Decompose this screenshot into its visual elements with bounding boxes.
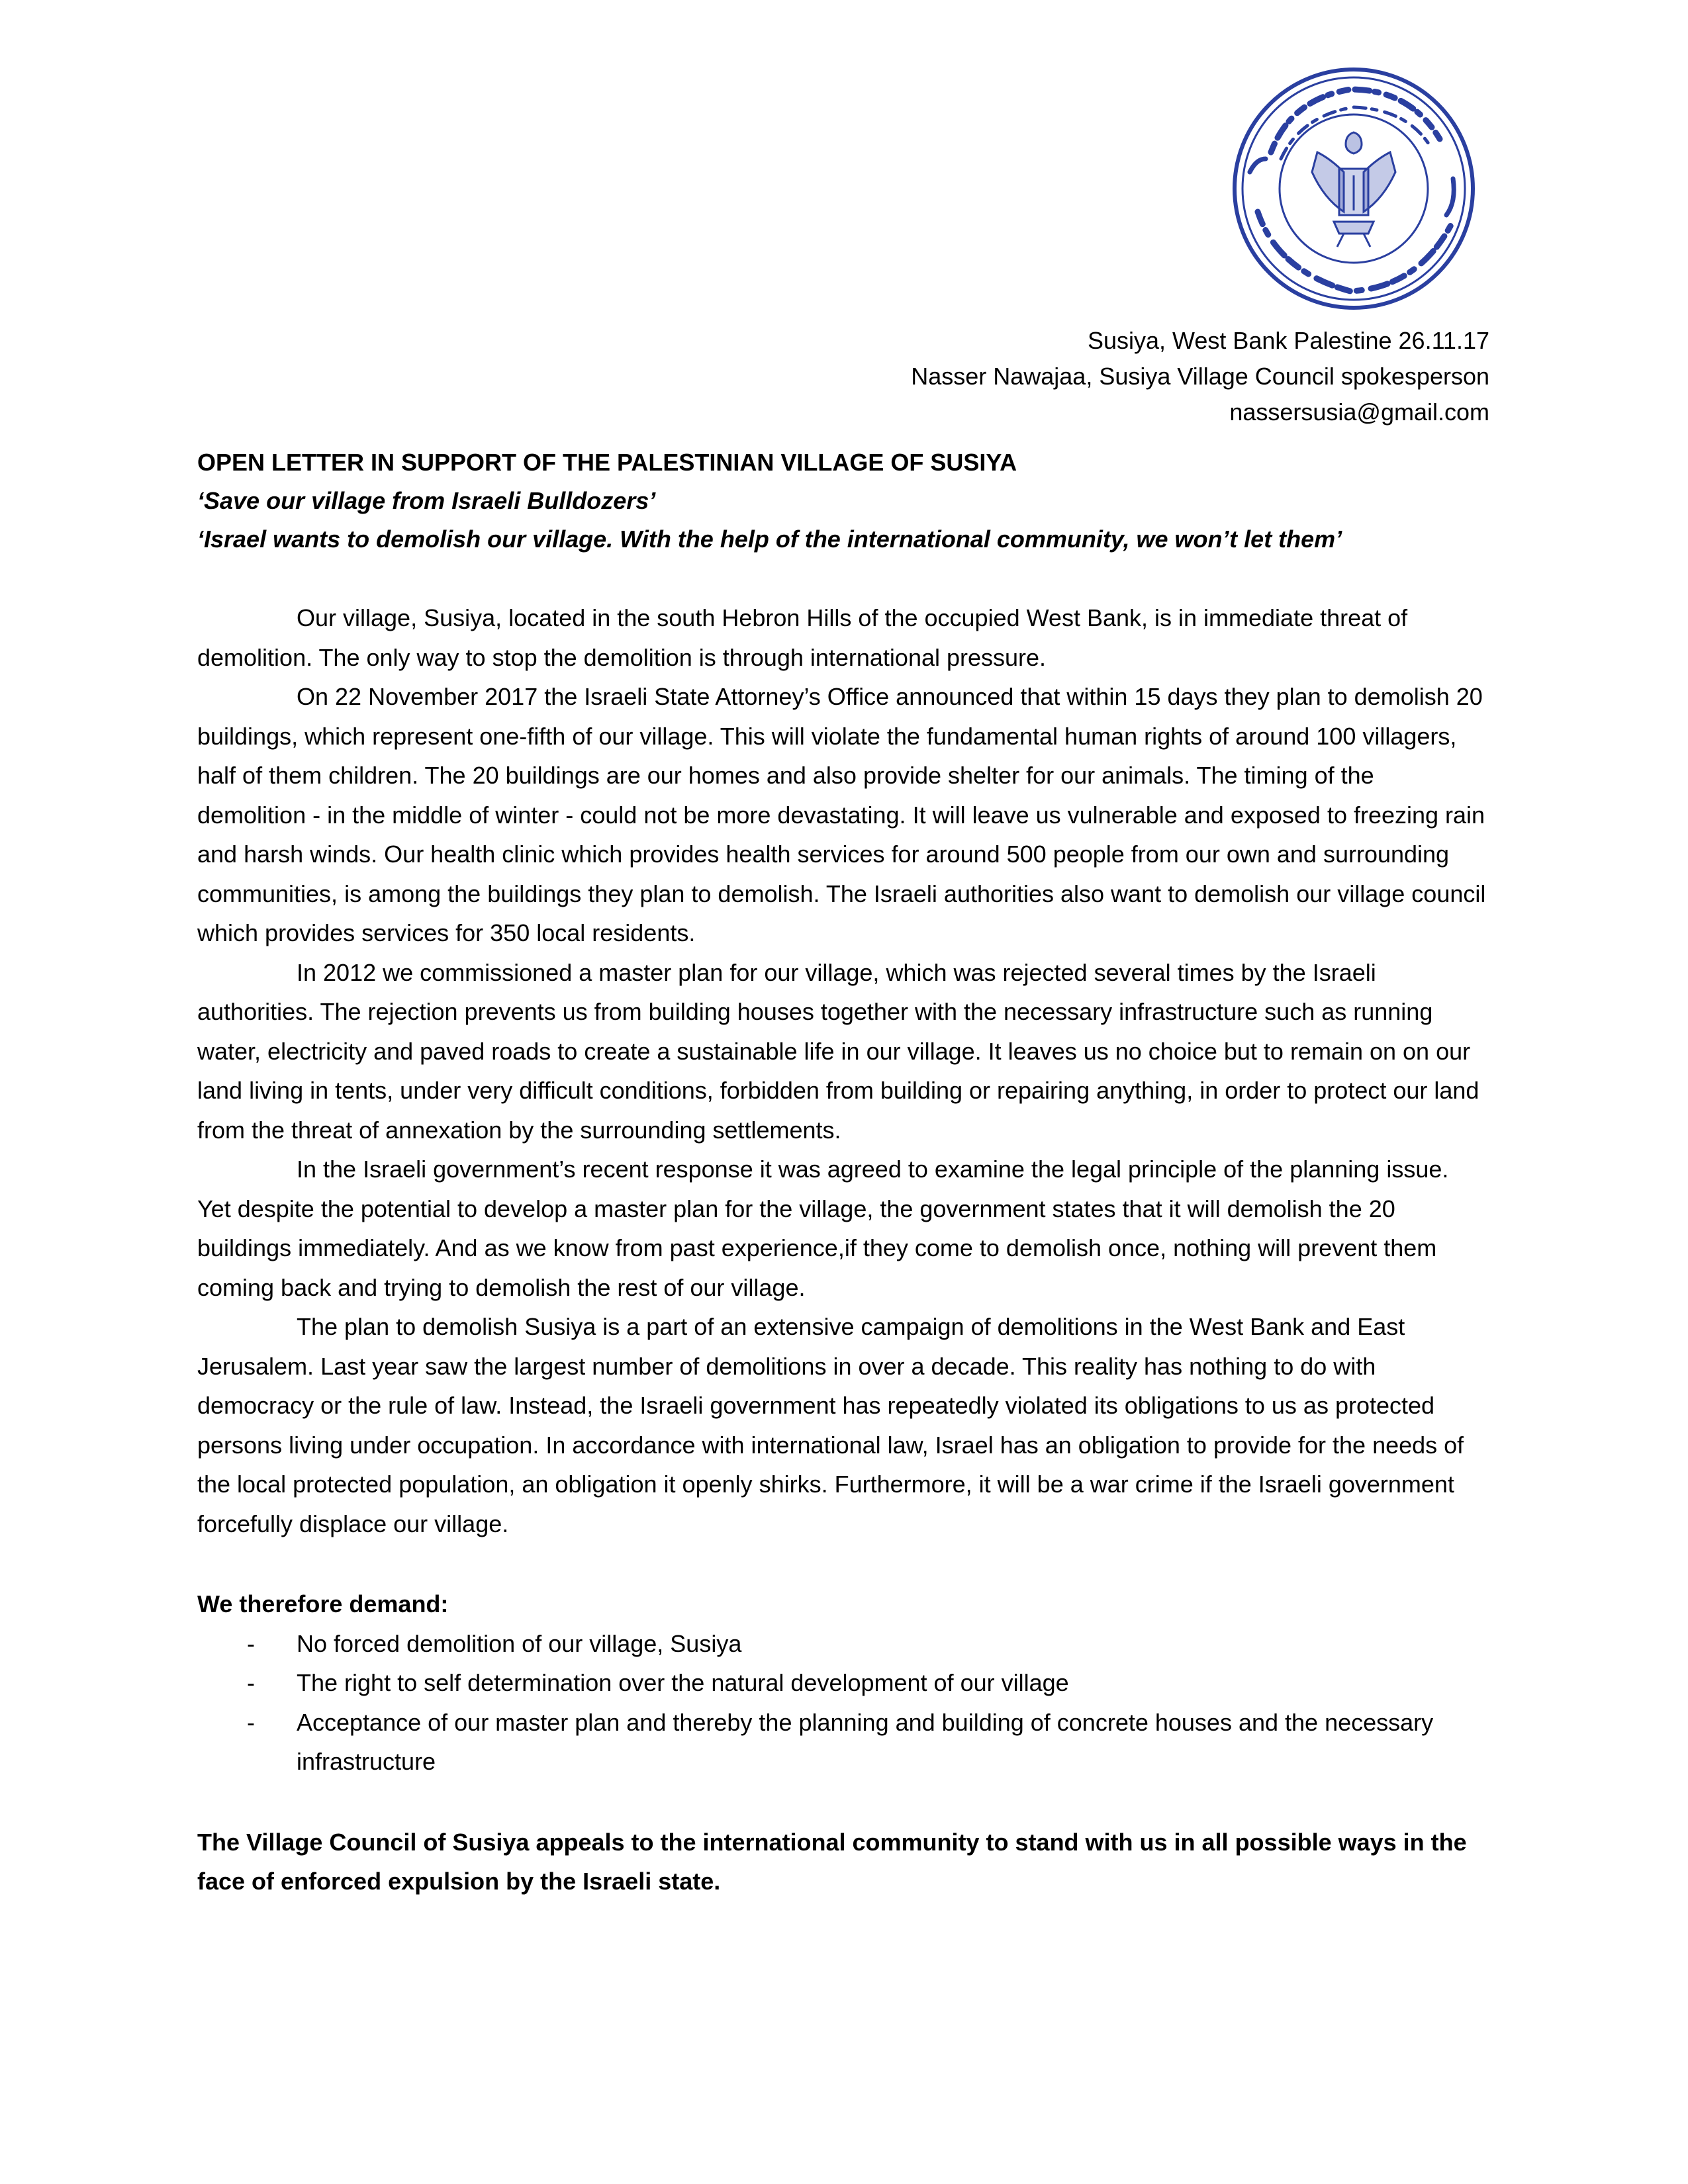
paragraph: On 22 November 2017 the Israeli State Attorney’s Office announced that within 15 days they plan to demolish 20 buildings, which represent one-fifth of our village. This will violate the fundamental human rights of around 100 villagers, half of them children. The 20 buildings are our homes and also provide shelter for our animals. The timing of the demolition - in the middle of winter - could not be more devastating. It will leave us vulnerable and exposed to freezing rain and harsh winds. Our health clinic which provides health services for around 500 people from our own and surrounding communities, is among the buildings they plan to demolish. The Israeli authorities also want to demolish our village council which provides services for 350 local residents. — [197, 683, 1486, 946]
paragraph: In 2012 we commissioned a master plan for our village, which was rejected several times by the Israeli authorities. The rejection prevents us from building houses together with the necessary infrastructure such as running water, electricity and paved roads to create a sustainable life in our village. It leaves us no choice but to remain on on our land living in tents, under very difficult conditions, forbidden from building or repairing anything, in order to protect our land from the threat of annexation by the surrounding settlements. — [197, 958, 1479, 1144]
contact-email: nassersusia@gmail.com — [1229, 398, 1489, 426]
letter-subtitle-2: ‘Israel wants to demolish our village. With the help of the international community, we won’t let them’ — [197, 525, 1342, 553]
bullet-dash: - — [247, 1708, 255, 1736]
list-item — [197, 1663, 1488, 1703]
demands-heading: We therefore demand: — [197, 1590, 449, 1617]
author-line: Nasser Nawajaa, Susiya Village Council spokesperson — [911, 363, 1489, 390]
village-council-seal — [1218, 60, 1483, 318]
demand-text: The right to self determination over the natural development of our village — [297, 1669, 1069, 1696]
demand-text: No forced demolition of our village, Susiya — [297, 1629, 742, 1657]
eagle-emblem-icon — [1312, 132, 1395, 247]
list-item — [197, 1624, 1488, 1664]
closing-statement: The Village Council of Susiya appeals to the international community to stand with us in all possible ways in the face of enforced expulsion by the Israeli state. — [197, 1828, 1467, 1895]
demands-list — [197, 1624, 1488, 1782]
demand-text: Acceptance of our master plan and thereby the planning and building of concrete houses and the necessary infrastructure — [297, 1708, 1434, 1775]
letter-header — [911, 323, 1489, 430]
body-paragraphs — [197, 598, 1488, 1543]
letter-body — [197, 443, 1488, 1901]
letter-subtitle-1: ‘Save our village from Israeli Bulldozers’ — [197, 487, 656, 514]
bullet-dash: - — [247, 1669, 255, 1696]
paragraph: The plan to demolish Susiya is a part of an extensive campaign of demolitions in the West Bank and East Jerusalem. Last year saw the largest number of demolitions in over a decade. This reality has nothing to do with democracy or the rule of law. Instead, the Israeli government has repeatedly violated its obligations to us as protected persons living under occupation. In accordance with international law, Israel has an obligation to provide for the needs of the local protected population, an obligation it openly shirks. Furthermore, it will be a war crime if the Israeli government forcefully displace our village. — [197, 1313, 1464, 1537]
location-date: Susiya, West Bank Palestine 26.11.17 — [1087, 327, 1489, 354]
list-item — [197, 1703, 1488, 1782]
bullet-dash: - — [247, 1629, 255, 1657]
paragraph: Our village, Susiya, located in the south Hebron Hills of the occupied West Bank, is in immediate threat of demolition. The only way to stop the demolition is through international pressure. — [197, 604, 1408, 671]
letter-title: OPEN LETTER IN SUPPORT OF THE PALESTINIAN VILLAGE OF SUSIYA — [197, 449, 1017, 476]
paragraph: In the Israeli government’s recent response it was agreed to examine the legal principle of the planning issue. Yet despite the potential to develop a master plan for the village, the government states that it will demolish the 20 buildings immediately. And as we know from past experience,if they come to demolish once, nothing will prevent them coming back and trying to demolish the rest of our village. — [197, 1156, 1449, 1301]
